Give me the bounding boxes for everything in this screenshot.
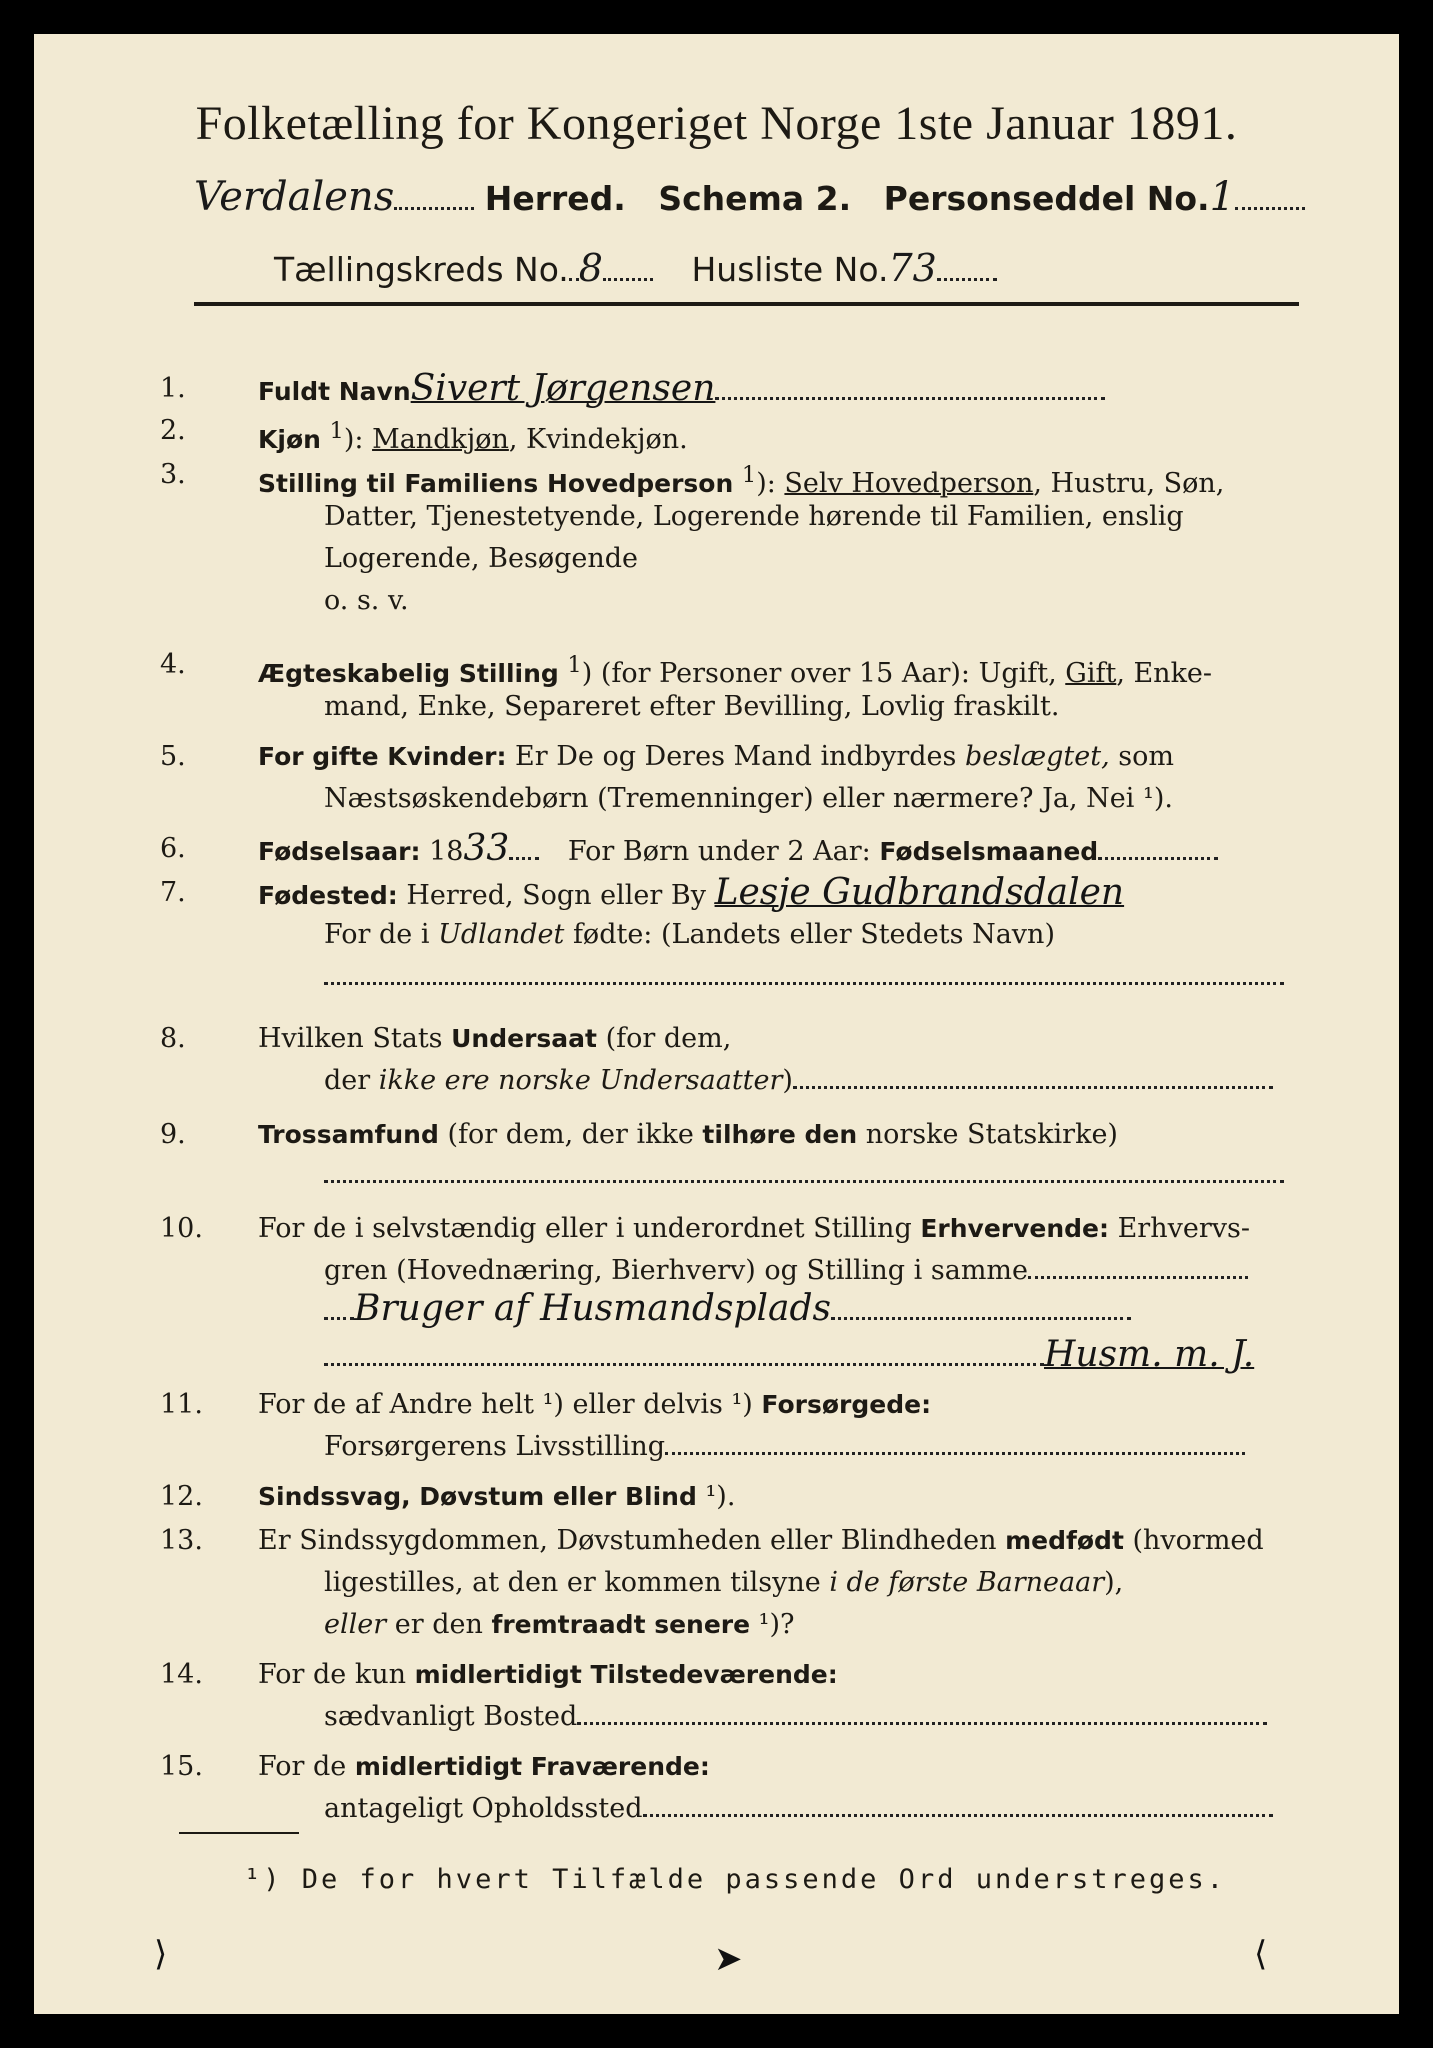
q11-label: Forsørgede: — [761, 1390, 932, 1419]
q7-label: Fødested: — [258, 881, 398, 910]
q14-number: 14. — [160, 1659, 203, 1690]
corner-mark-right-icon: ⟨ — [1254, 1934, 1268, 1974]
q11-number: 11. — [160, 1389, 203, 1420]
q15-number: 15. — [160, 1751, 203, 1782]
q1-value: Sivert Jørgensen — [410, 368, 716, 409]
q6-label: Fødselsaar: — [258, 837, 421, 866]
q3-selected: Selv Hovedperson — [784, 468, 1034, 499]
q9-label: Trossamfund — [258, 1120, 439, 1149]
header-line-herred — [194, 174, 1304, 220]
q10-number: 10. — [160, 1213, 203, 1244]
q7-value: Lesje Gudbrandsdalen — [714, 872, 1125, 913]
center-mark-icon: ➤ — [714, 1939, 743, 1979]
schema-label: Schema 2. — [658, 179, 852, 218]
header-rule — [194, 302, 1299, 306]
kreds-value: 8 — [578, 246, 603, 290]
kreds-label: Tællingskreds No. — [274, 250, 569, 289]
q2-number: 2. — [160, 415, 186, 446]
q3-label: Stilling til Familiens Hovedperson — [258, 469, 734, 498]
q3-number: 3. — [160, 459, 186, 490]
q13-number: 13. — [160, 1525, 203, 1556]
q2-selected: Mandkjøn — [372, 424, 509, 455]
q1-label: Fuldt Navn — [258, 377, 411, 406]
q7-number: 7. — [160, 877, 186, 908]
q6-number: 6. — [160, 833, 186, 864]
herred-label: Herred. — [484, 179, 626, 218]
herred-value: Verdalens — [194, 174, 395, 220]
q12-number: 12. — [160, 1481, 203, 1512]
q10-value2: Husm. m. J. — [1044, 1334, 1255, 1375]
q4-label: Ægteskabelig Stilling — [258, 659, 559, 688]
husliste-label: Husliste No. — [691, 250, 889, 289]
q10-label: Erhvervende: — [920, 1214, 1110, 1243]
header-line-kreds — [274, 246, 1174, 290]
q1-number: 1. — [160, 373, 186, 404]
footnote: ¹) De for hvert Tilfælde passende Ord understreges. — [244, 1864, 1227, 1895]
q12-label: Sindssvag, Døvstum eller Blind — [258, 1482, 697, 1511]
q13-label: medfødt — [1005, 1526, 1124, 1555]
q14-label: midlertidigt Tilstedeværende: — [414, 1660, 838, 1689]
q8-number: 8. — [160, 1023, 186, 1054]
personseddel-value: 1 — [1209, 174, 1236, 220]
q5-label: For gifte Kvinder: — [258, 742, 507, 771]
footnote-rule — [179, 1832, 299, 1834]
q4-number: 4. — [160, 649, 186, 680]
q4-selected: Gift — [1065, 658, 1117, 689]
q10-value: Bruger af Husmandsplads — [354, 1288, 831, 1329]
q6-value: 33 — [463, 828, 510, 869]
form-title: Folketælling for Kongeriget Norge 1ste Januar 1891. — [195, 97, 1238, 150]
corner-mark-left-icon: ⟩ — [154, 1934, 168, 1974]
husliste-value: 73 — [888, 246, 937, 290]
census-form-page: Folketælling for Kongeriget Norge 1ste Januar 1891. Verdalens Herred. Schema 2. Personseddel No.1 Tællingskreds No. 8 Husliste No.73 1. Fuldt NavnSivert Jørgensen 2. Kjøn $^1$): Mandkjøn, Kvindekjøn. 3. Stilling til Familiens Hovedperson $^1$): Selv Hovedperson, Hustru, Søn, Datter, Tjenestetyende, Logerende hørende til Familien, enslig Logerende, Besøgende o. s. v. 4. Ægteskabelig Stilling $^1$) (for Personer over 15 Aar): Ugift, Gift, Enke- mand, Enke, Separeret efter Bevilling, Lovlig fraskilt. 5. For gifte Kvinder: Er De og Deres Mand indbyrdes beslægtet, som Næstsøskendebørn (Tremenninger) eller nærmere? Ja, Nei ¹). 6. Fødselsaar: 1833 For Børn under 2 Aar: Fødselsmaaned 7. Fødested: Herred, Sogn eller By Lesje Gudbrandsdalen For de i Udlandet fødte: (Landets eller Stedets Navn) 8. Hvilken Stats Undersaat (for dem, der ikke ere norske Undersaatter) 9. Trossamfund (for dem, der ikke tilhøre den norske Statskirke) 10. For de i selvstændig eller i underordnet Stilling Erhvervende: Erhvervs- gren (Hovednæring, Bierhverv) og Stilling i samme Bruger af Husmandsplads Husm. m. J. 11. For de af Andre helt ¹) eller delvis ¹) Forsørgede: Forsørgerens Livsstilling 12. Sindssvag, Døvstum eller Blind ¹). 13. Er Sindssygdommen, Døvstumheden eller Blindheden medfødt (hvormed ligestilles, at den er kommen tilsyne i de første Barneaar), eller er den fremtraadt senere ¹)? 14. For de kun midlertidigt Tilstedeværende: sædvanligt Bosted 15. For de midlertidigt Fraværende: antageligt Opholdssted ¹) De for hvert Tilfælde passende Ord understreges. ⟩ ➤ ⟨ — [34, 34, 1399, 2014]
q2-label: Kjøn — [258, 425, 321, 454]
q8-label: Undersaat — [451, 1024, 597, 1053]
personseddel-label: Personseddel No. — [883, 179, 1210, 218]
q15-label: midlertidigt Fraværende: — [354, 1752, 710, 1781]
q5-number: 5. — [160, 741, 186, 772]
q9-number: 9. — [160, 1119, 186, 1150]
